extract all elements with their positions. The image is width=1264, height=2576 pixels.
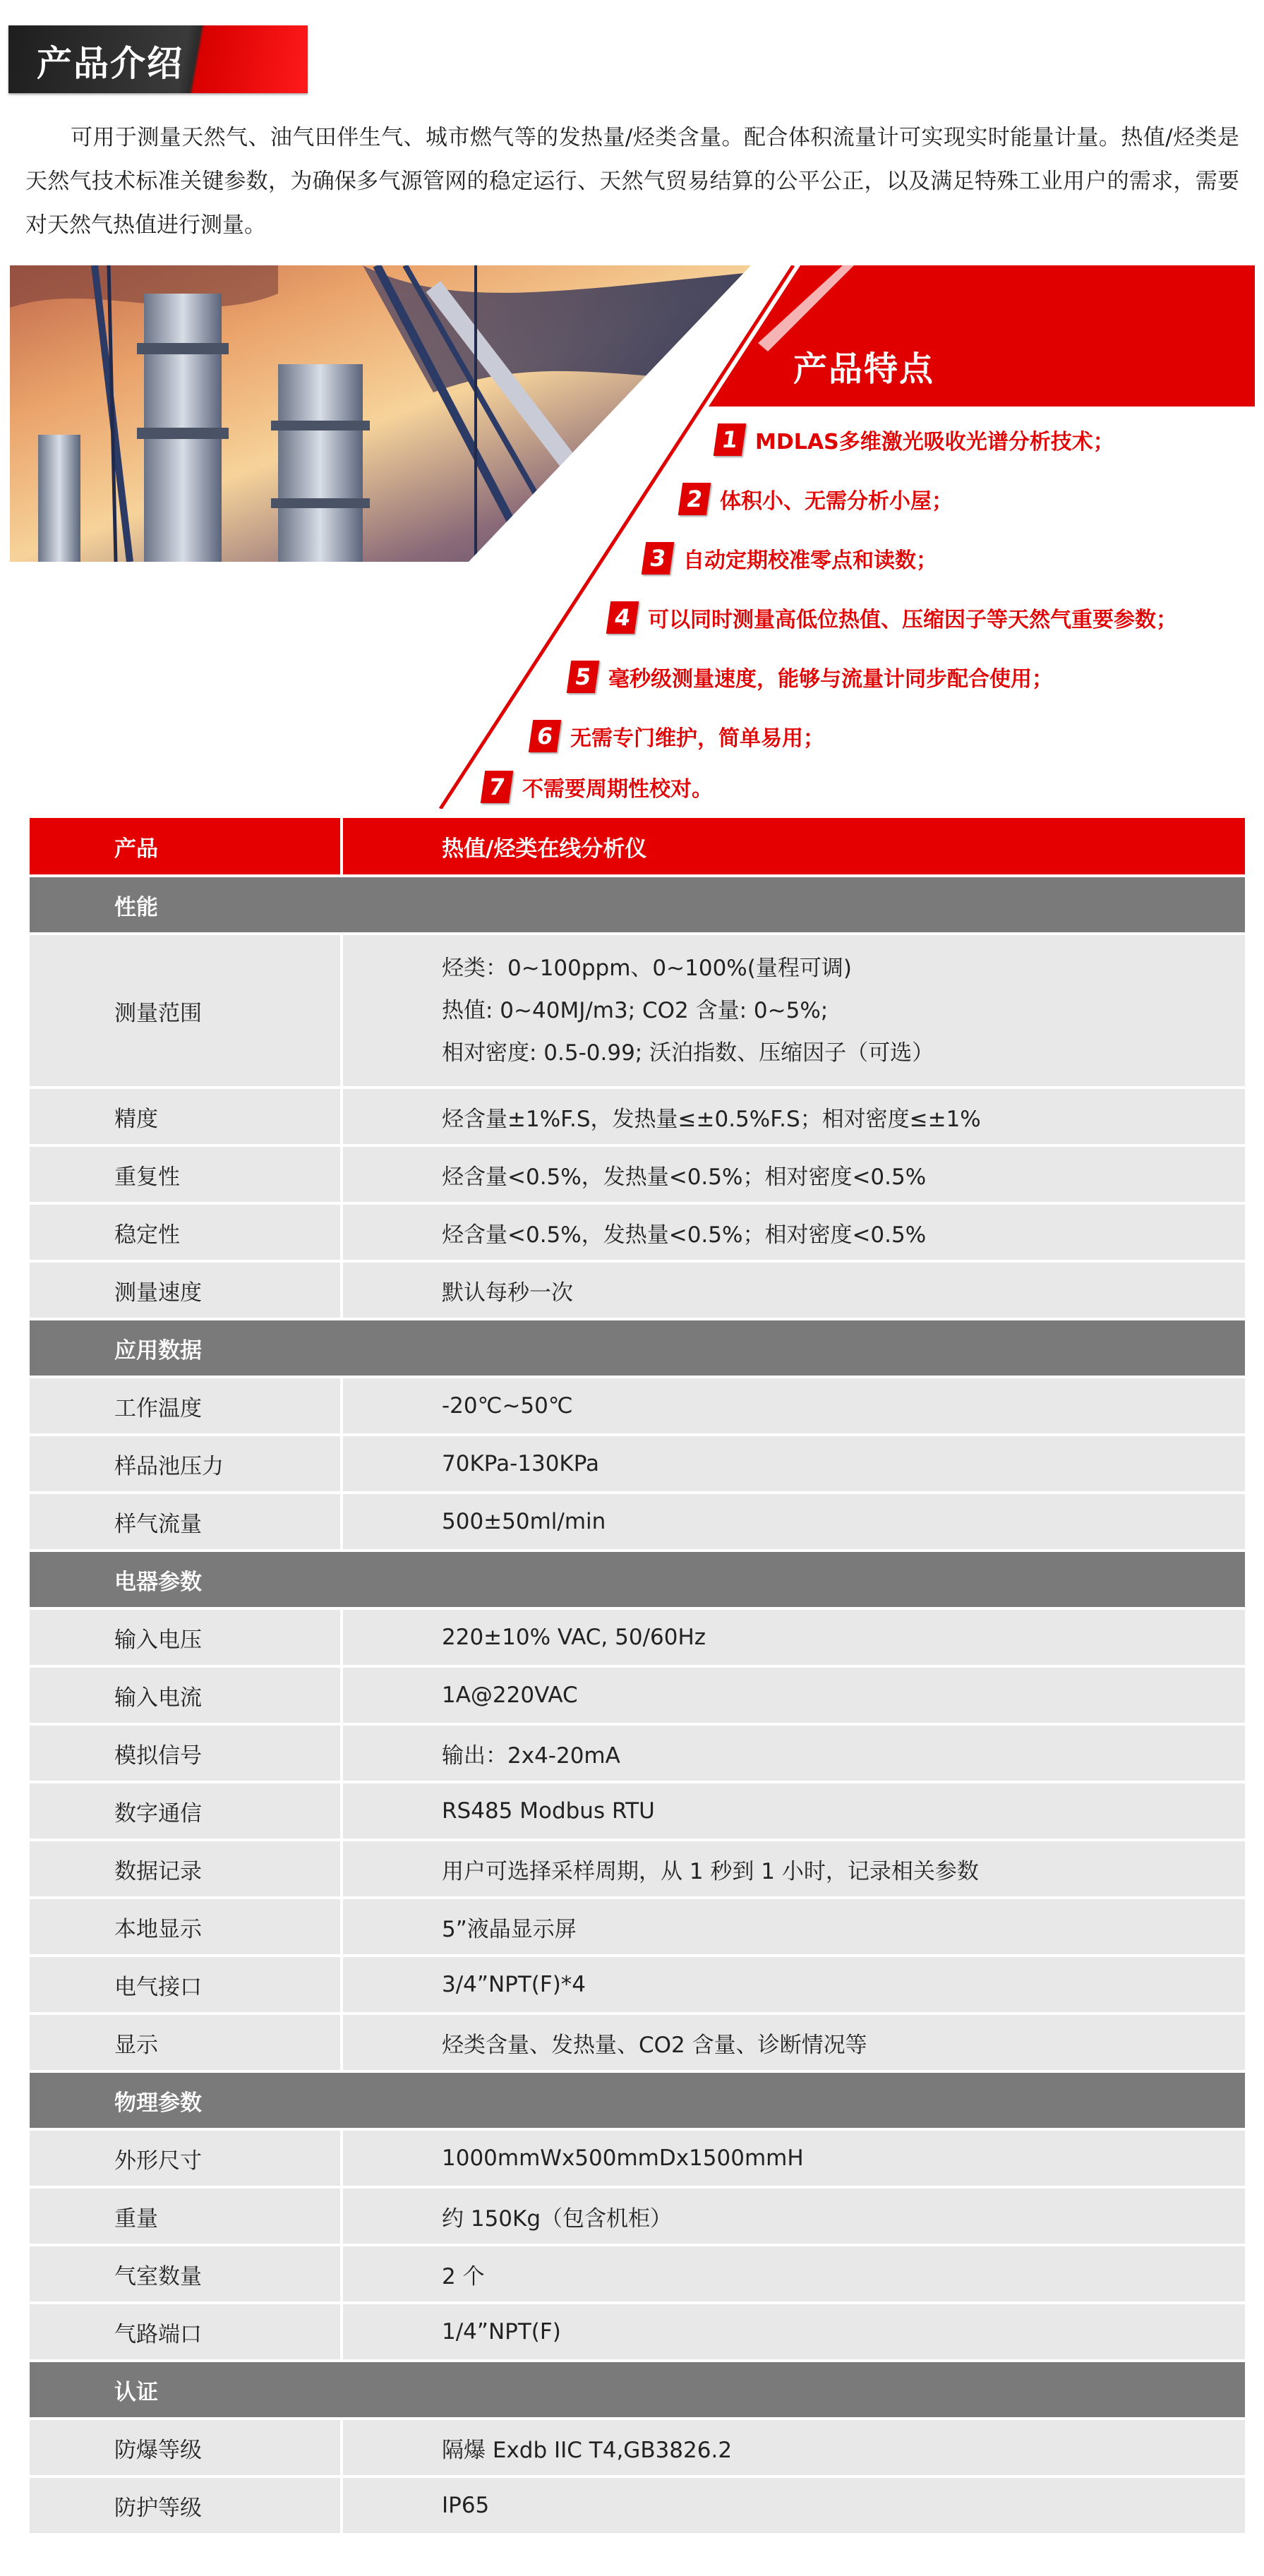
row-label: 输入电流 bbox=[30, 1668, 343, 1723]
industrial-photo bbox=[10, 265, 786, 562]
feature-item bbox=[483, 771, 713, 803]
feature-text: 毫秒级测量速度，能够与流量计同步配合使用； bbox=[608, 667, 1053, 692]
feature-text: 体积小、无需分析小屋； bbox=[720, 489, 953, 514]
row-value: 烃含量<0.5%，发热量<0.5%；相对密度<0.5% bbox=[343, 1147, 1245, 1202]
feature-item bbox=[716, 423, 1114, 456]
row-value: RS485 Modbus RTU bbox=[343, 1783, 1245, 1838]
section-row bbox=[30, 2073, 1245, 2128]
table-row bbox=[30, 1783, 1245, 1838]
table-row bbox=[30, 1494, 1245, 1549]
row-label: 重量 bbox=[30, 2189, 343, 2244]
feature-number: 5 bbox=[567, 661, 599, 693]
row-value: 3/4”NPT(F)*4 bbox=[343, 1957, 1245, 2012]
row-label: 显示 bbox=[30, 2015, 343, 2070]
header-label: 产品 bbox=[30, 818, 343, 874]
section-title: 性能 bbox=[30, 877, 1245, 932]
row-label: 测量范围 bbox=[30, 935, 343, 1086]
row-label: 数据记录 bbox=[30, 1841, 343, 1896]
row-value: 隔爆 Exdb IIC T4,GB3826.2 bbox=[343, 2420, 1245, 2475]
feature-number: 4 bbox=[606, 601, 639, 634]
row-value: 1A@220VAC bbox=[343, 1668, 1245, 1723]
table-row bbox=[30, 1668, 1245, 1723]
row-label: 模拟信号 bbox=[30, 1726, 343, 1781]
row-value: 输出：2x4-20mA bbox=[343, 1726, 1245, 1781]
feature-item bbox=[531, 720, 824, 752]
table-row bbox=[30, 2131, 1245, 2186]
row-value: -20℃~50℃ bbox=[343, 1378, 1245, 1433]
feature-number: 6 bbox=[529, 720, 561, 752]
row-label: 气路端口 bbox=[30, 2304, 343, 2359]
section-title: 认证 bbox=[30, 2362, 1245, 2417]
table-row bbox=[30, 1147, 1245, 1202]
intro-paragraph: 可用于测量天然气、油气田伴生气、城市燃气等的发热量/烃类含量。配合体积流量计可实现实时能量计量。热值/烃类是天然气技术标准关键参数，为确保多气源管网的稳定运行、天然气贸易结算的公平公正，以及满足特殊工业用户的需求，需要对天然气热值进行测量。 bbox=[25, 125, 1239, 238]
row-label: 工作温度 bbox=[30, 1378, 343, 1433]
feature-item bbox=[569, 661, 1053, 693]
row-value: 烃含量±1%F.S，发热量≤±0.5%F.S；相对密度≤±1% bbox=[343, 1089, 1245, 1144]
row-label: 稳定性 bbox=[30, 1205, 343, 1260]
row-value: 70KPa-130KPa bbox=[343, 1436, 1245, 1491]
table-row bbox=[30, 1957, 1245, 2012]
row-label: 数字通信 bbox=[30, 1783, 343, 1838]
feature-text: 可以同时测量高低位热值、压缩因子等天然气重要参数； bbox=[648, 608, 1177, 632]
feature-text: 不需要周期性校对。 bbox=[522, 777, 713, 802]
row-value: 烃类含量、发热量、CO2 含量、诊断情况等 bbox=[343, 2015, 1245, 2070]
table-row bbox=[30, 1726, 1245, 1781]
table-row bbox=[30, 1378, 1245, 1433]
table-header-row bbox=[30, 818, 1245, 874]
feature-number: 2 bbox=[678, 483, 711, 515]
row-value: 1000mmWx500mmDx1500mmH bbox=[343, 2131, 1245, 2186]
spec-table bbox=[30, 815, 1245, 2536]
row-value-line: 烃类：0~100ppm、0~100%(量程可调) bbox=[442, 956, 852, 981]
feature-item bbox=[680, 483, 953, 515]
row-value: 5”液晶显示屏 bbox=[343, 1899, 1245, 1954]
row-label: 本地显示 bbox=[30, 1899, 343, 1954]
row-label: 防爆等级 bbox=[30, 2420, 343, 2475]
table-row bbox=[30, 1899, 1245, 1954]
feature-item bbox=[608, 601, 1177, 634]
row-value: 500±50ml/min bbox=[343, 1494, 1245, 1549]
row-label: 重复性 bbox=[30, 1147, 343, 1202]
feature-number: 1 bbox=[714, 423, 746, 456]
feature-text: 自动定期校准零点和读数； bbox=[683, 548, 937, 573]
row-value bbox=[343, 935, 1245, 1086]
feature-number: 7 bbox=[481, 771, 513, 803]
hero-section bbox=[10, 265, 1255, 809]
row-label: 防护等级 bbox=[30, 2478, 343, 2533]
row-value: 烃含量<0.5%，发热量<0.5%；相对密度<0.5% bbox=[343, 1205, 1245, 1260]
row-value: IP65 bbox=[343, 2478, 1245, 2533]
title-banner bbox=[8, 25, 308, 93]
table-row bbox=[30, 2304, 1245, 2359]
row-value: 1/4”NPT(F) bbox=[343, 2304, 1245, 2359]
page-title: 产品介绍 bbox=[37, 43, 183, 84]
row-value-line: 相对密度: 0.5-0.99; 沃泊指数、压缩因子（可选） bbox=[442, 1040, 934, 1066]
table-row bbox=[30, 2420, 1245, 2475]
section-title: 物理参数 bbox=[30, 2073, 1245, 2128]
row-value: 用户可选择采样周期，从 1 秒到 1 小时，记录相关参数 bbox=[343, 1841, 1245, 1896]
section-row bbox=[30, 877, 1245, 932]
feature-number: 3 bbox=[642, 542, 674, 574]
features-title: 产品特点 bbox=[793, 349, 935, 389]
table-row bbox=[30, 1089, 1245, 1144]
row-label: 电气接口 bbox=[30, 1957, 343, 2012]
table-row bbox=[30, 2015, 1245, 2070]
table-row bbox=[30, 1436, 1245, 1491]
header-value: 热值/烃类在线分析仪 bbox=[343, 818, 1245, 874]
row-label: 气室数量 bbox=[30, 2246, 343, 2301]
table-row bbox=[30, 2478, 1245, 2533]
row-value: 默认每秒一次 bbox=[343, 1263, 1245, 1318]
section-title: 电器参数 bbox=[30, 1552, 1245, 1607]
row-label: 输入电压 bbox=[30, 1610, 343, 1665]
feature-text: 无需专门维护，简单易用； bbox=[570, 726, 824, 751]
row-value: 220±10% VAC, 50/60Hz bbox=[343, 1610, 1245, 1665]
table-row bbox=[30, 1263, 1245, 1318]
row-label: 外形尺寸 bbox=[30, 2131, 343, 2186]
row-label: 样气流量 bbox=[30, 1494, 343, 1549]
row-value-line: 热值: 0~40MJ/m3; CO2 含量: 0~5%; bbox=[442, 998, 829, 1023]
table-row bbox=[30, 2189, 1245, 2244]
row-value: 2 个 bbox=[343, 2246, 1245, 2301]
table-row bbox=[30, 935, 1245, 1086]
table-row bbox=[30, 2246, 1245, 2301]
row-label: 样品池压力 bbox=[30, 1436, 343, 1491]
section-title: 应用数据 bbox=[30, 1320, 1245, 1376]
table-row bbox=[30, 1841, 1245, 1896]
row-label: 测量速度 bbox=[30, 1263, 343, 1318]
section-row bbox=[30, 1552, 1245, 1607]
section-row bbox=[30, 1320, 1245, 1376]
section-row bbox=[30, 2362, 1245, 2417]
feature-item bbox=[644, 542, 937, 574]
feature-text: MDLAS多维激光吸收光谱分析技术； bbox=[755, 430, 1114, 455]
table-row bbox=[30, 1205, 1245, 1260]
row-label: 精度 bbox=[30, 1089, 343, 1144]
row-value: 约 150Kg（包含机柜） bbox=[343, 2189, 1245, 2244]
table-row bbox=[30, 1610, 1245, 1665]
